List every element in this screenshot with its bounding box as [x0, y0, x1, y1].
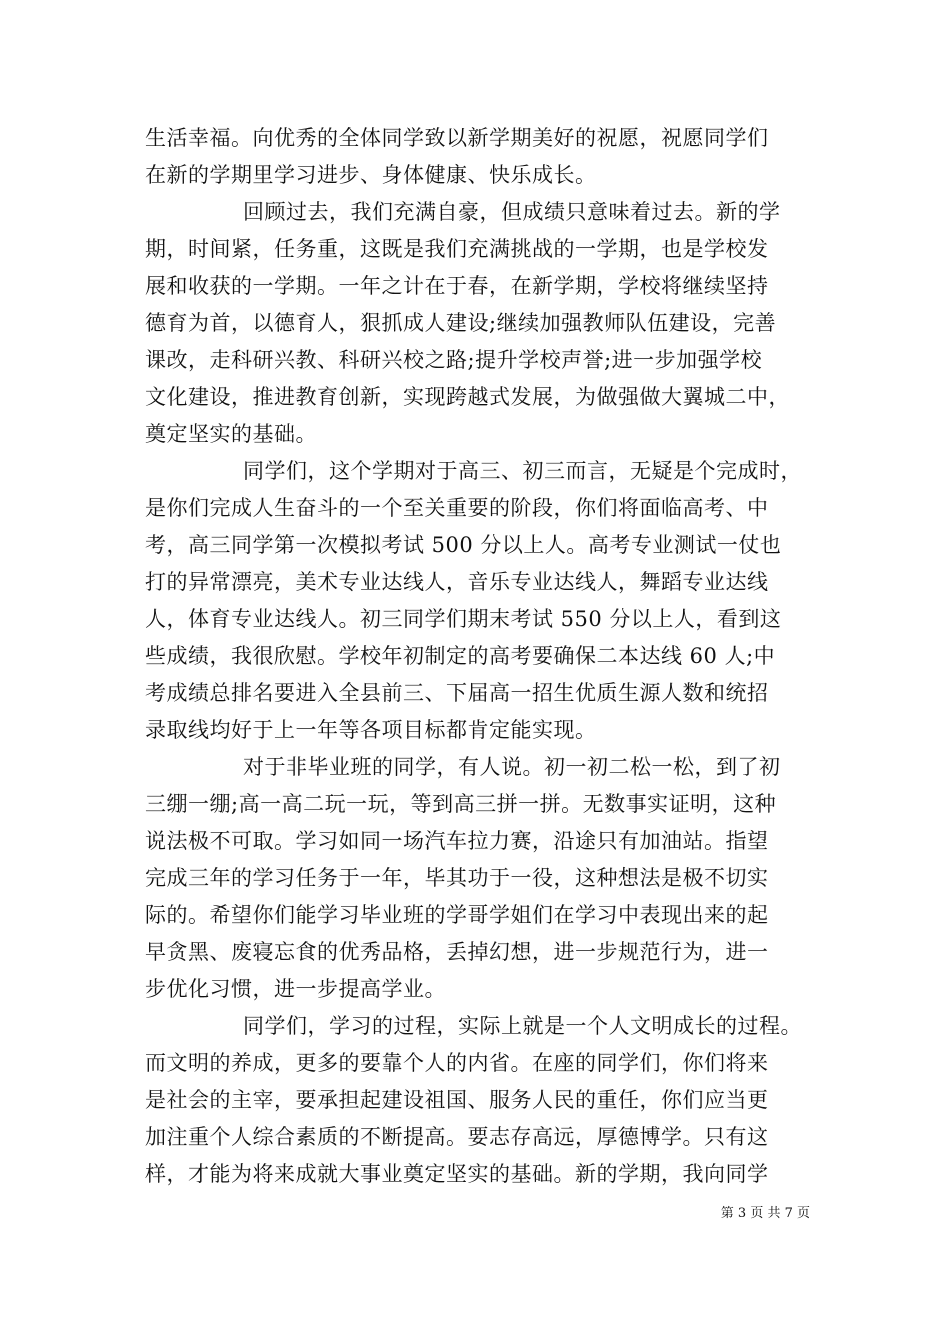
text-line: 在新的学期里学习进步、身体健康、快乐成长。	[145, 163, 597, 187]
text-line: 是你们完成人生奋斗的一个至关重要的阶段，你们将面临高考、中	[145, 496, 769, 520]
paragraph-first-line: 回顾过去，我们充满自豪，但成绩只意味着过去。新的学	[243, 200, 781, 224]
text-line: 三绷一绷;高一高二玩一玩，等到高三拼一拼。无数事实证明，这种	[145, 792, 777, 816]
text-line: 文化建设，推进教育创新，实现跨越式发展，为做强做大翼城二中，	[145, 385, 790, 409]
text-line: 课改，走科研兴教、科研兴校之路;提升学校声誉;进一步加强学校	[145, 348, 763, 372]
text-line: 些成绩，我很欣慰。学校年初制定的高考要确保二本达线 60 人;中	[145, 644, 776, 668]
document-body	[145, 120, 810, 1193]
page-number-footer: 第 3 页 共 7 页	[720, 1206, 810, 1221]
text-line: 生活幸福。向优秀的全体同学致以新学期美好的祝愿，祝愿同学们	[145, 126, 769, 150]
text-line: 展和收获的一学期。一年之计在于春，在新学期，学校将继续坚持	[145, 274, 769, 298]
paragraph-first-line: 对于非毕业班的同学，有人说。初一初二松一松，到了初	[243, 755, 781, 779]
text-line: 步优化习惯，进一步提高学业。	[145, 977, 446, 1001]
text-line: 人，体育专业达线人。初三同学们期末考试 550 分以上人，看到这	[145, 607, 782, 631]
text-line: 打的异常漂亮，美术专业达线人，音乐专业达线人，舞蹈专业达线	[145, 570, 769, 594]
text-line: 奠定坚实的基础。	[145, 422, 317, 446]
text-line: 样，才能为将来成就大事业奠定坚实的基础。新的学期，我向同学	[145, 1162, 769, 1186]
text-line: 而文明的养成，更多的要靠个人的内省。在座的同学们，你们将来	[145, 1051, 769, 1075]
text-line: 德育为首，以德育人，狠抓成人建设;继续加强教师队伍建设，完善	[145, 311, 777, 335]
text-line: 录取线均好于上一年等各项目标都肯定能实现。	[145, 718, 597, 742]
text-line: 际的。希望你们能学习毕业班的学哥学姐们在学习中表现出来的起	[145, 903, 769, 927]
text-line: 说法极不可取。学习如同一场汽车拉力赛，沿途只有加油站。指望	[145, 829, 769, 853]
text-line: 完成三年的学习任务于一年，毕其功于一役，这种想法是极不切实	[145, 866, 769, 890]
text-line: 早贪黑、废寝忘食的优秀品格，丢掉幻想，进一步规范行为，进一	[145, 940, 769, 964]
text-line: 考成绩总排名要进入全县前三、下届高一招生优质生源人数和统招	[145, 681, 769, 705]
text-line: 期，时间紧，任务重，这既是我们充满挑战的一学期，也是学校发	[145, 237, 769, 261]
text-line: 考，高三同学第一次模拟考试 500 分以上人。高考专业测试一仗也	[145, 533, 782, 557]
text-line: 是社会的主宰，要承担起建设祖国、服务人民的重任，你们应当更	[145, 1088, 769, 1112]
paragraph-first-line: 同学们，学习的过程，实际上就是一个人文明成长的过程。	[243, 1014, 802, 1038]
text-line: 加注重个人综合素质的不断提高。要志存高远，厚德博学。只有这	[145, 1125, 769, 1149]
paragraph-first-line: 同学们，这个学期对于高三、初三而言，无疑是个完成时，	[243, 459, 802, 483]
